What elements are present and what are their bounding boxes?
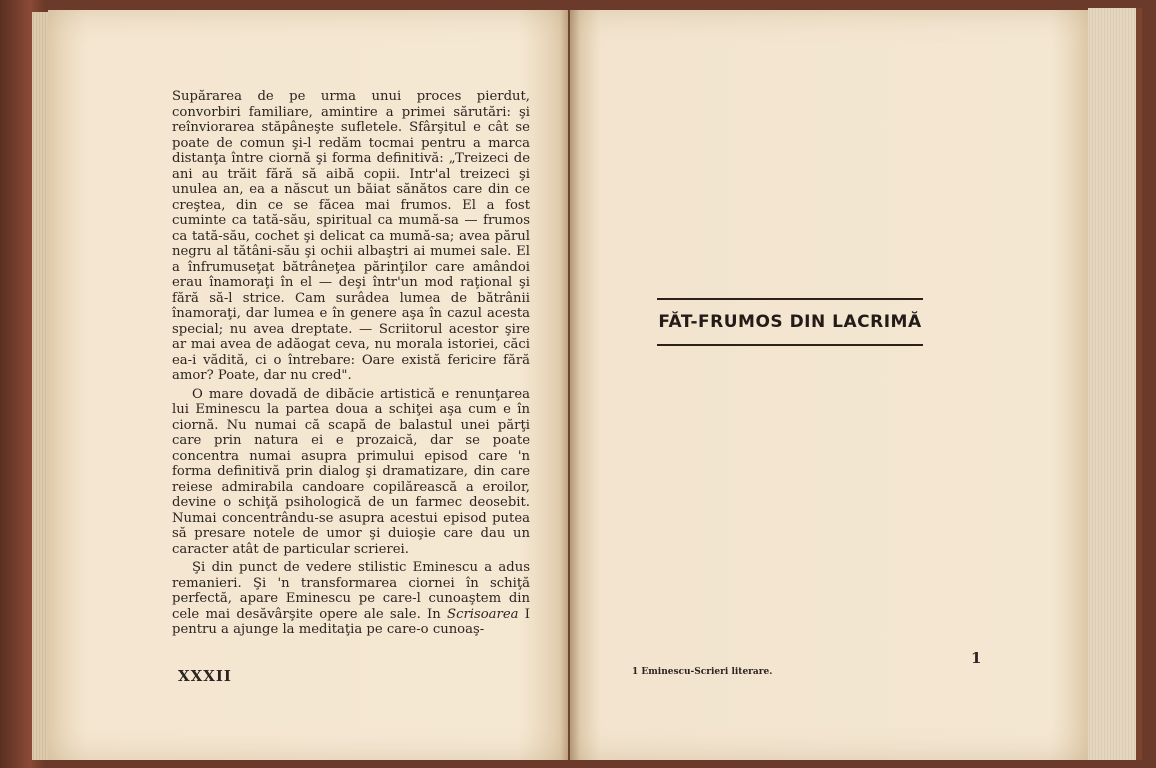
paragraph: Supărarea de pe urma unui proces pierdut, convorbiri familiare, amintire a primei sărutări: şi reînviorarea stăpâneşte sufletele. Sfârşitul e cât se poate de comun şi-l redăm tocmai pentru a marca distanţa între ciornă şi forma definitivă: „Treizeci de ani au trăit fără să aibă copii. Intr'al treizeci şi unulea an, ea a născut un băiat sănătos care din ce creştea, din ce se făcea mai frumos. El a fost cuminte ca tată-său, spiritual ca mumă-sa — frumos ca tată-său, cochet şi delicat ca mumă-sa; avea părul negru al tătâni-său şi ochii albaştri ai mumei sale. El a înfrumuseţat bătrâneţea părinţilor care amândoi erau înamoraţi în el — deşi într'un mod raţional şi fără să-l strice. Cam surâdea lumea de bătrânii înamoraţi, dar lumea e în genere aşa în cazul acesta special; nu avea dreptate. — Scriitorul acestor şire ar mai avea de adăogat ceva, nu morala istoriei, căci ea-i vădită, ci o întrebare: Oare există fericire fără amor? Poate, dar nu cred". — [172, 89, 530, 383]
right-page-number: 1 — [971, 649, 982, 667]
left-page-text — [172, 89, 530, 638]
right-page-edges — [1088, 8, 1142, 760]
right-page — [570, 10, 1088, 760]
chapter-title: FĂT-FRUMOS DIN LACRIMĂ — [658, 312, 922, 332]
left-page-number: XXXII — [178, 667, 232, 685]
paragraph-text: Şi din punct de vedere stilistic Eminescu a adus remanieri. Şi 'n transformarea ciornei în schiţă perfectă, apare Eminescu pe care-l cunoaştem din cele mai desăvârşite opere ale sale. In — [172, 560, 530, 622]
chapter-title-box — [657, 298, 923, 346]
paragraph: O mare dovadă de dibăcie artistică e renunţarea lui Eminescu la partea doua a schiţei aşa cum e în ciornă. Nu numai că scapă de balastul unei părţi care prin natura ei e prozaică, dar se poate concentra numai asupra primului episod care 'n forma definitivă prin dialog şi dramatizare, din care reiese admirabila candoare copilărească a eroilor, devine o schiţă psihologică de un farmec deosebit. Numai concentrându-se asupra acestui episod putea să presare notele de umor şi duioşie care dau un caracter atât de particular scrierei. — [172, 386, 530, 557]
italic-title: Scrisoarea — [447, 606, 519, 622]
paragraph-text: I pentru a ajunge la meditaţia pe care-o cunoaş- — [172, 606, 530, 637]
book-gutter — [560, 10, 580, 760]
paragraph — [172, 560, 530, 638]
footer-note: 1 Eminescu-Scrieri literare. — [632, 667, 773, 677]
